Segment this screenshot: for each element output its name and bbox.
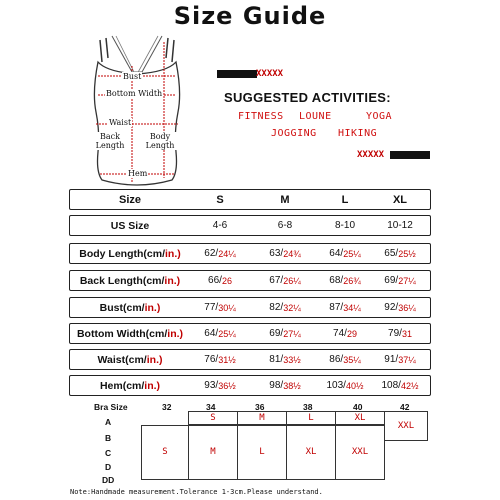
inch-value: 24¼ [218,248,236,259]
size-value-cell [185,271,255,290]
cm-value: 74/ [333,328,347,339]
cm-value: 76/ [204,354,219,365]
inch-value: 38½ [283,380,301,391]
row-label-text: Bottom Width(cm/ [76,327,168,340]
bra-a-s: S [210,413,216,423]
row-label [70,244,190,263]
inch-value: 42½ [400,380,419,391]
size-value-cell [185,350,255,369]
cm-value: 82/ [269,302,284,313]
bra-a-m: M [259,413,265,423]
inch-value: 25¼ [218,328,236,339]
cm-value: 67/ [269,275,284,286]
cm-value: 69/ [384,275,399,286]
cm-value: 66/ [208,275,222,286]
hem-label: Hem [128,169,148,178]
size-table-row [69,297,431,318]
cm-value: 64/ [329,248,344,259]
row-label-unit: in.) [146,353,163,366]
bust-label: Bust [123,72,142,81]
size-value-cell [365,350,435,369]
row-label [70,376,190,395]
redacted-bar-bottom [390,151,430,159]
bra-band-32: 32 [162,402,172,412]
bra-cup-c: C [105,448,112,458]
inch-value: 29 [346,328,357,339]
row-label [70,298,190,317]
bra-cup-d: D [105,462,112,472]
inch-value: 40½ [345,380,364,391]
cm-value: 10-12 [387,220,413,231]
bra-c-m: M [210,447,216,457]
inch-value: 25½ [398,248,416,259]
inch-value: 30¼ [218,302,236,313]
inch-value: 31 [401,328,412,339]
inch-value: 26¼ [283,275,301,286]
cm-value: 98/ [269,380,284,391]
cm-value: 91/ [384,354,399,365]
size-col-m: M [280,193,290,206]
size-table-row [69,243,431,264]
inch-value: 36½ [218,380,236,391]
row-label-unit: in.) [164,274,181,287]
cm-value: 87/ [329,302,344,313]
row-label-text: Waist(cm/ [97,353,147,366]
bra-cup-b: B [105,433,112,443]
cm-value: 69/ [269,328,284,339]
cm-value: 68/ [329,275,344,286]
row-label-unit: in.) [144,379,161,392]
size-value-cell [365,244,435,263]
bra-xxl: XXL [397,421,415,431]
row-label-text: Hem(cm/ [99,379,145,392]
bra-c-xxl: XXL [351,447,369,457]
cm-value: 81/ [269,354,284,365]
activity-loune: LOUNE [299,111,332,122]
cm-value: 8-10 [334,220,355,231]
activity-fitness: FITNESS [238,111,284,122]
bra-size-label: Bra Size [94,402,128,412]
bra-band-40: 40 [353,402,363,412]
size-col-xl: XL [392,193,408,206]
row-label-text: Bust(cm/ [99,301,145,314]
bra-cup-dd: DD [102,475,115,485]
size-value-cell [185,216,255,235]
size-value-cell [365,376,435,395]
activity-jogging: JOGGING [271,128,317,139]
cm-value: 6-8 [277,220,293,231]
inch-value: 27¼ [283,328,301,339]
size-value-cell [365,216,435,235]
bra-a-l: L [308,413,314,423]
inch-value: 34¼ [343,302,361,313]
size-table-row [69,215,431,236]
bra-c-xl: XL [305,447,317,457]
size-table-row [69,323,431,344]
activity-yoga: YOGA [366,111,393,122]
row-label-text: Body Length(cm/ [79,247,165,260]
inch-value: 27¼ [398,275,416,286]
row-label-unit: in.) [144,301,161,314]
size-table-row [69,375,431,396]
cm-value: 92/ [384,302,399,313]
size-value-cell [365,298,435,317]
size-col-l: L [341,193,349,206]
size-header-label: Size [118,193,141,206]
bra-c-l: L [259,447,265,457]
activity-hiking: HIKING [338,128,378,139]
size-header-row [69,189,431,210]
size-table-row [69,270,431,291]
page-title: Size Guide [173,2,327,30]
cm-value: 93/ [204,380,219,391]
size-value-cell [185,244,255,263]
bra-c-s: S [162,447,168,457]
inch-value: 26¾ [343,275,361,286]
cm-value: 62/ [204,248,219,259]
row-label-unit: in.) [165,247,181,260]
cm-value: 103/ [326,380,346,391]
cm-value: 86/ [329,354,344,365]
measurement-note: Note:Handmade measurement.Tolerance 1-3cm.Please understand. [70,488,323,496]
cm-value: 79/ [388,328,402,339]
cm-value: 65/ [384,248,399,259]
inch-value: 36¼ [398,302,416,313]
body-length-label: Body Length [142,132,178,150]
bottom-width-label: Bottom Width [106,89,163,98]
bra-band-38: 38 [303,402,313,412]
bra-band-42: 42 [400,402,410,412]
inch-value: 24¾ [283,248,301,259]
activities-heading: SUGGESTED ACTIVITIES: [224,90,391,105]
tank-top-diagram [72,32,202,192]
redacted-bar-top [217,70,257,78]
row-label [70,350,190,369]
row-label [70,216,190,235]
size-value-cell [365,324,435,343]
inch-value: 32¼ [283,302,301,313]
size-value-cell [365,271,435,290]
row-label [70,271,190,290]
bra-cup-a: A [105,417,112,427]
row-label-text: Back Length(cm/ [79,274,165,287]
size-table-row [69,349,431,370]
inch-value: 33½ [283,354,301,365]
tank-top-illustration [72,32,202,192]
size-value-cell [185,376,255,395]
row-label-text: US Size [110,219,150,232]
size-col-s: S [216,193,224,206]
redacted-text-top: XXXXX [256,69,284,79]
cm-value: 108/ [381,380,401,391]
redacted-text-bottom: XXXXX [357,150,385,160]
cm-value: 77/ [204,302,219,313]
cm-value: 4-6 [212,220,228,231]
bra-a-xl: XL [354,413,366,423]
inch-value: 26 [221,275,232,286]
row-label [70,324,190,343]
size-value-cell [185,324,255,343]
size-value-cell [185,298,255,317]
cm-value: 63/ [269,248,284,259]
bra-band-36: 36 [255,402,265,412]
inch-value: 37¼ [398,354,416,365]
inch-value: 35¼ [343,354,361,365]
cm-value: 64/ [204,328,219,339]
row-label-unit: in.) [167,327,184,340]
bra-band-34: 34 [206,402,216,412]
inch-value: 31½ [218,354,236,365]
back-length-label: Back Length [90,132,130,150]
waist-label: Waist [109,118,132,127]
inch-value: 25¼ [343,248,361,259]
